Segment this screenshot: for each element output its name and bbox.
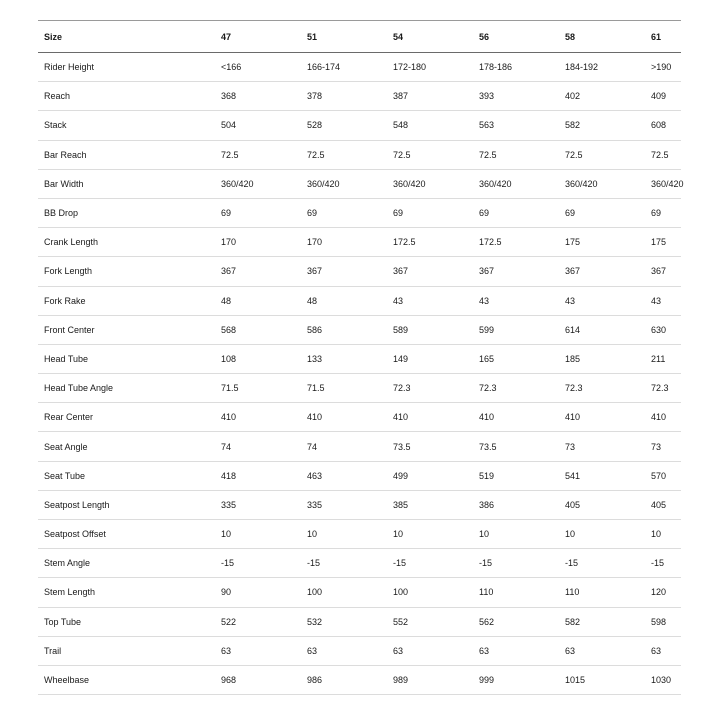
table-row xyxy=(38,198,681,227)
table-cell: 570 xyxy=(651,470,667,481)
table-row xyxy=(38,461,681,490)
row-label: Front Center xyxy=(44,324,95,335)
table-cell: 410 xyxy=(479,412,495,423)
table-cell: -15 xyxy=(565,558,579,569)
table-cell: 393 xyxy=(479,91,495,102)
table-cell: 367 xyxy=(221,266,237,277)
table-cell: 63 xyxy=(651,645,662,656)
table-row xyxy=(38,607,681,636)
row-label: Bar Reach xyxy=(44,149,87,160)
table-cell: -15 xyxy=(307,558,321,569)
table-row xyxy=(38,228,681,257)
table-row xyxy=(38,140,681,169)
table-cell: -15 xyxy=(651,558,665,569)
table-cell: 368 xyxy=(221,91,237,102)
table-body xyxy=(38,53,684,695)
table-cell: 69 xyxy=(307,208,318,219)
table-cell: 378 xyxy=(307,91,323,102)
table-cell: 63 xyxy=(221,645,232,656)
table-cell: 74 xyxy=(221,441,232,452)
table-cell: 43 xyxy=(393,295,404,306)
table-cell: 522 xyxy=(221,616,237,627)
row-label: Wheelbase xyxy=(44,675,90,686)
table-row xyxy=(38,82,681,111)
table-cell: 582 xyxy=(565,120,581,131)
table-cell: 10 xyxy=(651,529,662,540)
geometry-table xyxy=(38,20,684,695)
table-cell: 165 xyxy=(479,353,495,364)
row-label: BB Drop xyxy=(44,208,79,219)
table-row xyxy=(38,665,681,694)
geometry-table-container xyxy=(38,20,684,695)
table-cell: 999 xyxy=(479,675,495,686)
row-label: Crank Length xyxy=(44,237,99,248)
table-cell: 968 xyxy=(221,675,237,686)
table-cell: 410 xyxy=(393,412,409,423)
table-cell: 410 xyxy=(565,412,581,423)
table-cell: 360/420 xyxy=(221,178,254,189)
header-cell-size: 54 xyxy=(393,31,404,42)
table-cell: 563 xyxy=(479,120,495,131)
table-cell: 69 xyxy=(393,208,404,219)
row-label: Rear Center xyxy=(44,412,94,423)
table-cell: 410 xyxy=(307,412,323,423)
table-cell: 108 xyxy=(221,353,237,364)
table-cell: 175 xyxy=(651,237,667,248)
table-cell: 72.5 xyxy=(393,149,411,160)
row-label: Rider Height xyxy=(44,62,95,73)
row-label: Trail xyxy=(44,645,62,656)
table-cell: 499 xyxy=(393,470,409,481)
table-cell: 10 xyxy=(393,529,404,540)
header-cell-label: Size xyxy=(44,31,63,42)
table-cell: 69 xyxy=(651,208,662,219)
table-cell: 184-192 xyxy=(565,62,599,73)
table-cell: 630 xyxy=(651,324,667,335)
table-cell: <166 xyxy=(221,62,242,73)
table-cell: 166-174 xyxy=(307,62,341,73)
table-row xyxy=(38,520,681,549)
table-cell: 72.3 xyxy=(393,383,411,394)
table-cell: 367 xyxy=(651,266,667,277)
table-cell: 69 xyxy=(221,208,232,219)
table-cell: 63 xyxy=(565,645,576,656)
table-cell: 43 xyxy=(651,295,662,306)
table-cell: >190 xyxy=(651,62,672,73)
table-cell: 48 xyxy=(221,295,232,306)
table-cell: 360/420 xyxy=(479,178,512,189)
table-cell: 360/420 xyxy=(651,178,684,189)
table-cell: 528 xyxy=(307,120,323,131)
table-row xyxy=(38,111,681,140)
table-row xyxy=(38,432,681,461)
table-row xyxy=(38,286,681,315)
table-cell: 986 xyxy=(307,675,323,686)
table-cell: 548 xyxy=(393,120,409,131)
table-cell: 172-180 xyxy=(393,62,427,73)
table-row xyxy=(38,578,681,607)
table-cell: 211 xyxy=(651,353,666,364)
table-cell: 463 xyxy=(307,470,323,481)
row-label: Stack xyxy=(44,120,67,131)
row-label: Seatpost Length xyxy=(44,499,110,510)
table-cell: 599 xyxy=(479,324,495,335)
header-cell-size: 61 xyxy=(651,31,662,42)
table-cell: 10 xyxy=(479,529,490,540)
table-cell: 387 xyxy=(393,91,409,102)
table-cell: 170 xyxy=(307,237,323,248)
row-label: Stem Angle xyxy=(44,558,91,569)
table-header xyxy=(38,21,681,53)
row-label: Top Tube xyxy=(44,616,82,627)
table-row xyxy=(38,403,681,432)
table-cell: 73 xyxy=(565,441,576,452)
table-cell: 69 xyxy=(565,208,576,219)
table-row xyxy=(38,636,681,665)
table-cell: 568 xyxy=(221,324,237,335)
table-cell: 552 xyxy=(393,616,409,627)
table-cell: 360/420 xyxy=(307,178,340,189)
row-label: Seat Tube xyxy=(44,470,86,481)
row-label: Head Tube xyxy=(44,353,89,364)
table-row xyxy=(38,344,681,373)
table-cell: 335 xyxy=(307,499,323,510)
header-cell-size: 56 xyxy=(479,31,490,42)
table-cell: 72.5 xyxy=(565,149,583,160)
table-cell: 410 xyxy=(651,412,667,423)
table-cell: 10 xyxy=(307,529,318,540)
table-cell: 48 xyxy=(307,295,318,306)
table-cell: 90 xyxy=(221,587,232,598)
table-cell: 532 xyxy=(307,616,323,627)
table-row xyxy=(38,374,681,403)
table-cell: 133 xyxy=(307,353,323,364)
table-cell: 405 xyxy=(565,499,581,510)
table-cell: 608 xyxy=(651,120,667,131)
table-cell: 100 xyxy=(307,587,323,598)
table-cell: 367 xyxy=(479,266,495,277)
table-cell: 405 xyxy=(651,499,667,510)
table-cell: 73.5 xyxy=(479,441,497,452)
table-cell: 120 xyxy=(651,587,667,598)
table-cell: 73 xyxy=(651,441,662,452)
row-label: Seat Angle xyxy=(44,441,88,452)
table-cell: 178-186 xyxy=(479,62,513,73)
row-label: Fork Rake xyxy=(44,295,86,306)
row-label: Reach xyxy=(44,91,71,102)
table-row xyxy=(38,53,681,82)
table-cell: 69 xyxy=(479,208,490,219)
table-row xyxy=(38,257,681,286)
table-cell: 71.5 xyxy=(307,383,325,394)
table-cell: -15 xyxy=(221,558,235,569)
table-cell: 1015 xyxy=(565,675,586,686)
table-cell: 562 xyxy=(479,616,495,627)
table-cell: 10 xyxy=(565,529,576,540)
table-cell: -15 xyxy=(393,558,407,569)
table-cell: 72.5 xyxy=(307,149,325,160)
table-cell: 172.5 xyxy=(479,237,502,248)
table-cell: 63 xyxy=(479,645,490,656)
table-row xyxy=(38,490,681,519)
table-cell: 367 xyxy=(565,266,581,277)
table-cell: 582 xyxy=(565,616,581,627)
header-cell-size: 58 xyxy=(565,31,576,42)
table-cell: 72.3 xyxy=(565,383,583,394)
table-row xyxy=(38,549,681,578)
table-cell: 110 xyxy=(565,587,580,598)
header-cell-size: 47 xyxy=(221,31,232,42)
table-cell: 367 xyxy=(307,266,323,277)
row-label: Seatpost Offset xyxy=(44,529,106,540)
table-cell: 72.5 xyxy=(221,149,239,160)
table-cell: 72.5 xyxy=(651,149,669,160)
table-cell: 72.3 xyxy=(479,383,497,394)
table-cell: 172.5 xyxy=(393,237,416,248)
table-row xyxy=(38,169,681,198)
table-cell: 185 xyxy=(565,353,581,364)
table-cell: 63 xyxy=(307,645,318,656)
table-cell: 519 xyxy=(479,470,495,481)
table-cell: 149 xyxy=(393,353,409,364)
table-cell: 367 xyxy=(393,266,409,277)
table-cell: 110 xyxy=(479,587,494,598)
table-cell: 175 xyxy=(565,237,581,248)
table-cell: 385 xyxy=(393,499,409,510)
table-cell: 418 xyxy=(221,470,237,481)
table-cell: 43 xyxy=(479,295,490,306)
table-cell: 410 xyxy=(221,412,237,423)
table-cell: 386 xyxy=(479,499,495,510)
table-cell: 72.5 xyxy=(479,149,497,160)
table-cell: 43 xyxy=(565,295,576,306)
table-cell: 335 xyxy=(221,499,237,510)
table-cell: 73.5 xyxy=(393,441,411,452)
table-cell: 589 xyxy=(393,324,409,335)
table-cell: 74 xyxy=(307,441,318,452)
table-cell: 614 xyxy=(565,324,581,335)
table-cell: 360/420 xyxy=(393,178,426,189)
row-label: Bar Width xyxy=(44,178,84,189)
table-cell: 504 xyxy=(221,120,237,131)
row-label: Head Tube Angle xyxy=(44,383,114,394)
table-cell: 63 xyxy=(393,645,404,656)
table-cell: 598 xyxy=(651,616,667,627)
table-cell: 170 xyxy=(221,237,237,248)
header-row xyxy=(38,21,681,53)
table-row xyxy=(38,315,681,344)
table-cell: 402 xyxy=(565,91,581,102)
table-cell: 1030 xyxy=(651,675,672,686)
table-cell: 586 xyxy=(307,324,323,335)
table-cell: 71.5 xyxy=(221,383,239,394)
table-cell: 72.3 xyxy=(651,383,669,394)
table-cell: -15 xyxy=(479,558,493,569)
header-cell-size: 51 xyxy=(307,31,318,42)
table-cell: 409 xyxy=(651,91,667,102)
table-cell: 100 xyxy=(393,587,409,598)
table-cell: 989 xyxy=(393,675,409,686)
row-label: Fork Length xyxy=(44,266,93,277)
row-label: Stem Length xyxy=(44,587,96,598)
table-cell: 360/420 xyxy=(565,178,598,189)
table-cell: 10 xyxy=(221,529,232,540)
table-cell: 541 xyxy=(565,470,581,481)
